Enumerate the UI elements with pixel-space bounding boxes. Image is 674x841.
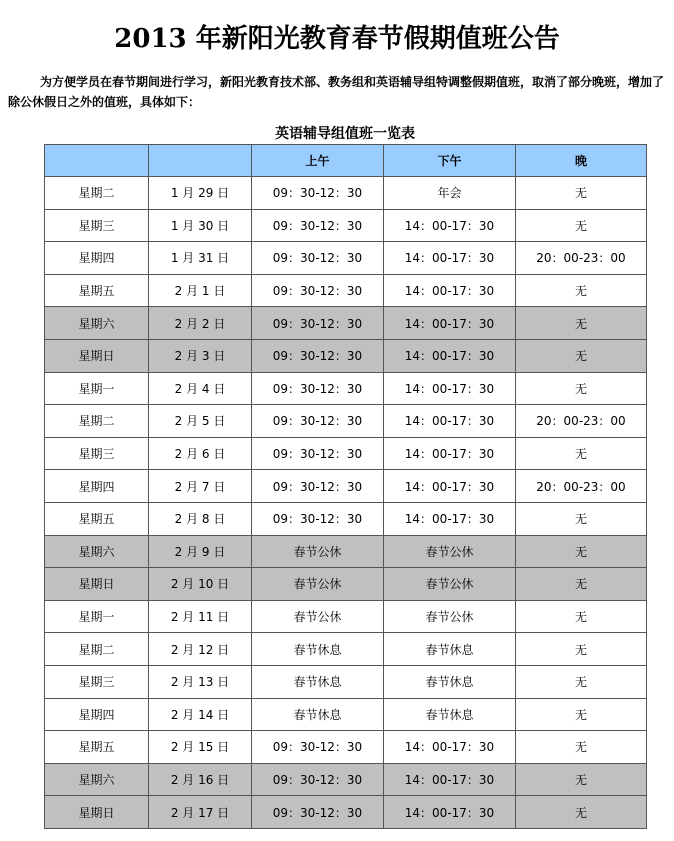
table-row (45, 177, 647, 210)
cell-date: 2 月 13 日 (149, 665, 252, 698)
cell-morning: 09：30-12：30 (252, 763, 384, 796)
cell-morning: 09：30-12：30 (252, 242, 384, 275)
cell-morning: 09：30-12：30 (252, 339, 384, 372)
cell-afternoon: 14：00-17：30 (384, 796, 516, 829)
cell-afternoon: 14：00-17：30 (384, 242, 516, 275)
cell-date: 2 月 8 日 (149, 502, 252, 535)
cell-day: 星期五 (45, 274, 149, 307)
header-morning: 上午 (252, 145, 384, 177)
cell-evening: 无 (516, 698, 647, 731)
cell-evening: 无 (516, 665, 647, 698)
table-row (45, 372, 647, 405)
cell-evening: 无 (516, 763, 647, 796)
cell-day: 星期一 (45, 372, 149, 405)
cell-date: 2 月 5 日 (149, 405, 252, 438)
cell-evening: 无 (516, 437, 647, 470)
cell-evening: 无 (516, 209, 647, 242)
cell-afternoon: 春节休息 (384, 633, 516, 666)
cell-day: 星期六 (45, 763, 149, 796)
cell-morning: 春节休息 (252, 698, 384, 731)
cell-date: 2 月 2 日 (149, 307, 252, 340)
table-row (45, 731, 647, 764)
cell-afternoon: 14：00-17：30 (384, 307, 516, 340)
table-row (45, 307, 647, 340)
cell-date: 2 月 17 日 (149, 796, 252, 829)
cell-date: 2 月 15 日 (149, 731, 252, 764)
cell-afternoon: 14：00-17：30 (384, 731, 516, 764)
cell-evening: 无 (516, 307, 647, 340)
cell-morning: 09：30-12：30 (252, 307, 384, 340)
cell-morning: 09：30-12：30 (252, 470, 384, 503)
cell-date: 2 月 14 日 (149, 698, 252, 731)
cell-afternoon: 春节公休 (384, 568, 516, 601)
table-row (45, 470, 647, 503)
cell-day: 星期四 (45, 470, 149, 503)
cell-day: 星期六 (45, 307, 149, 340)
cell-evening: 无 (516, 535, 647, 568)
cell-day: 星期日 (45, 568, 149, 601)
table-row (45, 339, 647, 372)
cell-day: 星期三 (45, 665, 149, 698)
cell-day: 星期二 (45, 633, 149, 666)
cell-afternoon: 14：00-17：30 (384, 470, 516, 503)
cell-morning: 09：30-12：30 (252, 437, 384, 470)
cell-afternoon: 14：00-17：30 (384, 502, 516, 535)
cell-morning: 春节休息 (252, 665, 384, 698)
cell-afternoon: 14：00-17：30 (384, 339, 516, 372)
cell-morning: 09：30-12：30 (252, 502, 384, 535)
cell-day: 星期日 (45, 796, 149, 829)
cell-date: 2 月 10 日 (149, 568, 252, 601)
cell-date: 1 月 31 日 (149, 242, 252, 275)
cell-day: 星期五 (45, 502, 149, 535)
cell-evening: 无 (516, 502, 647, 535)
cell-evening: 无 (516, 177, 647, 210)
cell-morning: 09：30-12：30 (252, 209, 384, 242)
cell-day: 星期四 (45, 698, 149, 731)
cell-morning: 春节公休 (252, 600, 384, 633)
cell-morning: 09：30-12：30 (252, 177, 384, 210)
cell-afternoon: 春节休息 (384, 698, 516, 731)
cell-morning: 09：30-12：30 (252, 405, 384, 438)
cell-morning: 春节休息 (252, 633, 384, 666)
table-row (45, 763, 647, 796)
table-body (45, 177, 647, 829)
table-row (45, 600, 647, 633)
cell-morning: 09：30-12：30 (252, 731, 384, 764)
table-row (45, 568, 647, 601)
cell-afternoon: 春节公休 (384, 535, 516, 568)
cell-day: 星期一 (45, 600, 149, 633)
cell-evening: 无 (516, 600, 647, 633)
cell-morning: 09：30-12：30 (252, 796, 384, 829)
header-afternoon: 下午 (384, 145, 516, 177)
table-caption: 英语辅导组值班一览表 (275, 126, 415, 142)
cell-evening: 20：00-23：00 (516, 470, 647, 503)
cell-afternoon: 14：00-17：30 (384, 763, 516, 796)
table-row (45, 535, 647, 568)
cell-day: 星期三 (45, 209, 149, 242)
cell-morning: 09：30-12：30 (252, 372, 384, 405)
cell-day: 星期日 (45, 339, 149, 372)
cell-day: 星期二 (45, 177, 149, 210)
cell-date: 2 月 4 日 (149, 372, 252, 405)
table-row (45, 698, 647, 731)
cell-afternoon: 14：00-17：30 (384, 274, 516, 307)
table-row (45, 437, 647, 470)
table-row (45, 209, 647, 242)
cell-date: 2 月 1 日 (149, 274, 252, 307)
cell-evening: 无 (516, 633, 647, 666)
cell-date: 2 月 3 日 (149, 339, 252, 372)
page-title: 2013 年新阳光教育春节假期值班公告 (114, 24, 560, 55)
cell-date: 2 月 16 日 (149, 763, 252, 796)
table-row (45, 796, 647, 829)
cell-date: 2 月 12 日 (149, 633, 252, 666)
table-row (45, 405, 647, 438)
cell-evening: 无 (516, 274, 647, 307)
cell-date: 2 月 9 日 (149, 535, 252, 568)
cell-date: 2 月 11 日 (149, 600, 252, 633)
cell-evening: 无 (516, 731, 647, 764)
table-row (45, 502, 647, 535)
cell-evening: 无 (516, 568, 647, 601)
header-date (149, 145, 252, 177)
cell-date: 1 月 30 日 (149, 209, 252, 242)
cell-afternoon: 春节公休 (384, 600, 516, 633)
cell-day: 星期六 (45, 535, 149, 568)
duty-schedule-table (44, 144, 647, 829)
cell-afternoon: 春节休息 (384, 665, 516, 698)
table-row (45, 274, 647, 307)
cell-afternoon: 14：00-17：30 (384, 437, 516, 470)
cell-date: 2 月 6 日 (149, 437, 252, 470)
cell-day: 星期四 (45, 242, 149, 275)
table-row (45, 242, 647, 275)
header-evening: 晚 (516, 145, 647, 177)
table-row (45, 665, 647, 698)
intro-paragraph: 为方便学员在春节期间进行学习，新阳光教育技术部、教务组和英语辅导组特调整假期值班，取消了部分晚班，增加了除公休假日之外的值班，具体如下： (8, 75, 665, 109)
cell-afternoon: 年会 (384, 177, 516, 210)
cell-date: 1 月 29 日 (149, 177, 252, 210)
table-row (45, 633, 647, 666)
cell-evening: 20：00-23：00 (516, 405, 647, 438)
cell-evening: 无 (516, 339, 647, 372)
cell-morning: 春节公休 (252, 568, 384, 601)
cell-afternoon: 14：00-17：30 (384, 405, 516, 438)
header-day (45, 145, 149, 177)
cell-day: 星期二 (45, 405, 149, 438)
cell-day: 星期三 (45, 437, 149, 470)
cell-afternoon: 14：00-17：30 (384, 209, 516, 242)
cell-afternoon: 14：00-17：30 (384, 372, 516, 405)
cell-evening: 20：00-23：00 (516, 242, 647, 275)
table-header-row (45, 145, 647, 177)
cell-evening: 无 (516, 796, 647, 829)
cell-morning: 春节公休 (252, 535, 384, 568)
cell-date: 2 月 7 日 (149, 470, 252, 503)
cell-day: 星期五 (45, 731, 149, 764)
cell-evening: 无 (516, 372, 647, 405)
cell-morning: 09：30-12：30 (252, 274, 384, 307)
